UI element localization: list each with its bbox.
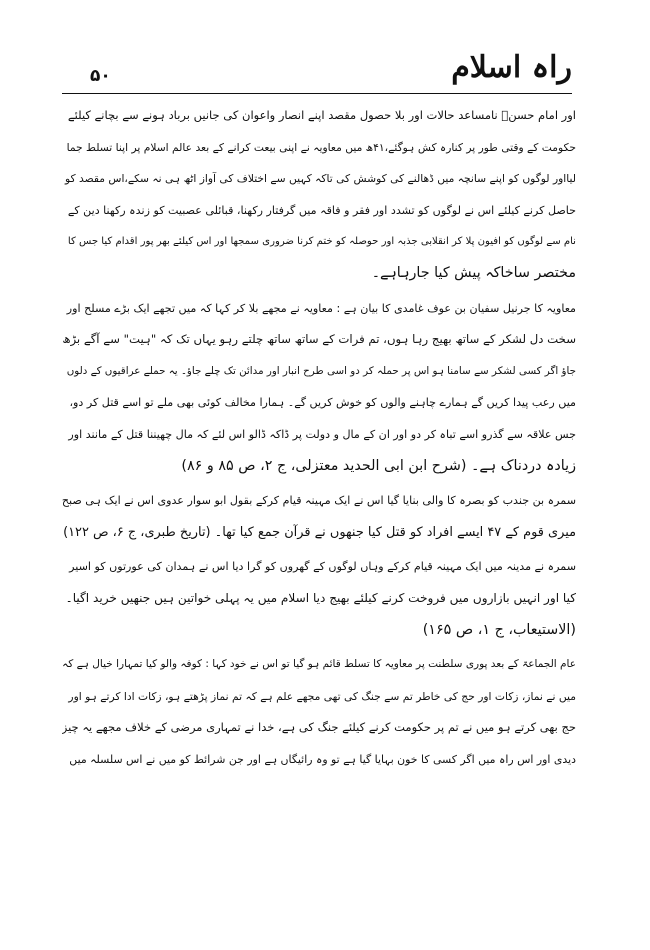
paragraph xyxy=(62,649,576,775)
text-line: حاصل کرنے کیلئے اس نے لوگوں کو تشدد اور فقر و فاقہ میں گرفتار رکھنا، قبائلی عصبیت کو زندہ رکھنا دین کے xyxy=(67,203,576,217)
text-line: جاؤ اگر کسی لشکر سے سامنا ہو اس پر حملہ کر دو اسی طرح انبار اور مدائن تک چلے جاؤ۔ یہ حملے عراقیوں کے دلوں xyxy=(66,364,576,377)
text-line: حکومت کے وقتی طور پر کنارہ کش ہوگئے،۴۱ھ میں معاویہ نے اپنی بیعت کرانے کے بعد عالم اسلام پر اپنا تسلط جما xyxy=(66,140,576,154)
text-line: معاویہ کا جرنیل سفیان بن عوف غامدی کا بیان ہے : معاویہ نے مجھے بلا کر کہا کہ میں تجھے ایک بڑے مسلح اور xyxy=(66,301,576,315)
text-line: اور امام حسنؑ نامساعد حالات اور بلا حصول مقصد اپنے انصار واعوان کی جانیں برباد ہونے سے بچانے کیلئے xyxy=(67,108,576,122)
text-line: دیدی اور اس راہ میں اگر کسی کا خون بہایا گیا ہے تو وہ رائیگاں ہے اور جن شرائط کو میں نے اس سلسلہ میں xyxy=(69,752,576,766)
page-number: ۵۰ xyxy=(90,66,111,86)
text-line: میں رعب پیدا کریں گے ہمارے چاہنے والوں کو خوش کریں گے۔ ہمارا مخالف کوئی بھی ملے تو اسے قتل کر دو، xyxy=(69,396,576,410)
text-line: زیادہ دردناک ہے۔ (شرح ابن ابی الحدید معتزلی، ج ۲، ص ۸۵ و ۸۶) xyxy=(181,457,576,474)
paragraph xyxy=(62,100,576,290)
text-line: میں نے نماز، زکات اور حج کی خاطر تم سے جنگ کی تھی مجھے علم ہے کہ تم نماز پڑھتے ہو، زکات ادا کرتے ہو اور xyxy=(68,689,576,703)
book-title: راہ اسلام xyxy=(451,50,572,85)
page-header xyxy=(62,44,572,92)
text-line: سمرہ نے مدینہ میں ایک مہینہ قیام کرکے وہاں لوگوں کے گھروں کو گرا دیا اس نے ہمدان کی عورتوں کو اسیر xyxy=(69,560,576,574)
header-divider xyxy=(62,93,572,94)
text-line: جس علاقہ سے گذرو اسے تباہ کر دو اور ان کے مال و دولت پر ڈاکہ ڈالو اس لئے کہ مال چھیننا قتل کے مانند اور xyxy=(68,427,576,441)
text-line: میری قوم کے ۴۷ ایسے افراد کو قتل کیا جنھوں نے قرآن جمع کیا تھا۔ (تاریخ طبری، ج ۶، ص ۱۲۲) xyxy=(63,524,576,540)
text-line: سمرہ بن جندب کو بصرہ کا والی بنایا گیا اس نے ایک مہینہ قیام کرکے بقول ابو سوار عدوی اس نے ایک ہی صبح xyxy=(62,494,576,508)
text-line: لیااور لوگوں کو اپنے سانچہ میں ڈھالنے کی کوشش کی تاکہ کہیں سے اختلاف کی آواز اٹھ ہی نہ سکے،اس مقصد کو xyxy=(65,172,576,186)
text-line: عام الجماعۃ کے بعد پوری سلطنت پر معاویہ کا تسلط قائم ہو گیا تو اس نے خود کہا : کوفہ والو کیا تمہارا خیال ہے کہ xyxy=(62,658,576,671)
paragraph xyxy=(62,485,576,548)
paragraph xyxy=(62,293,576,483)
paragraph xyxy=(62,551,576,646)
text-line: سخت دل لشکر کے ساتھ بھیج رہا ہوں، تم فرات کے ساتھ ساتھ چلتے رہو یہاں تک کہ "ہیت" سے آگے بڑھ xyxy=(62,332,576,347)
text-line: (الاستیعاب، ج ۱، ص ۱۶۵) xyxy=(422,621,576,638)
text-line: حج بھی کرتے ہو میں نے تم پر حکومت کرنے کیلئے جنگ کی ہے، خدا نے تمہاری مرضی کے خلاف مجھے یہ چیز xyxy=(62,720,576,735)
text-line: کیا اور انہیں بازاروں میں فروخت کرنے کیلئے بھیج دیا اسلام میں یہ پہلی خواتین ہیں جنھیں خرید اگیا۔ xyxy=(65,590,576,605)
text-line: نام سے لوگوں کو افیون پلا کر انقلابی جذبہ اور حوصلہ کو ختم کرنا ضروری سمجھا اور اس کیلئے بھر پور اقدام کیا جس کا xyxy=(67,236,576,248)
page-body xyxy=(62,100,576,775)
text-line: مختصر ساخاکہ پیش کیا جارہاہے۔ xyxy=(371,264,576,281)
